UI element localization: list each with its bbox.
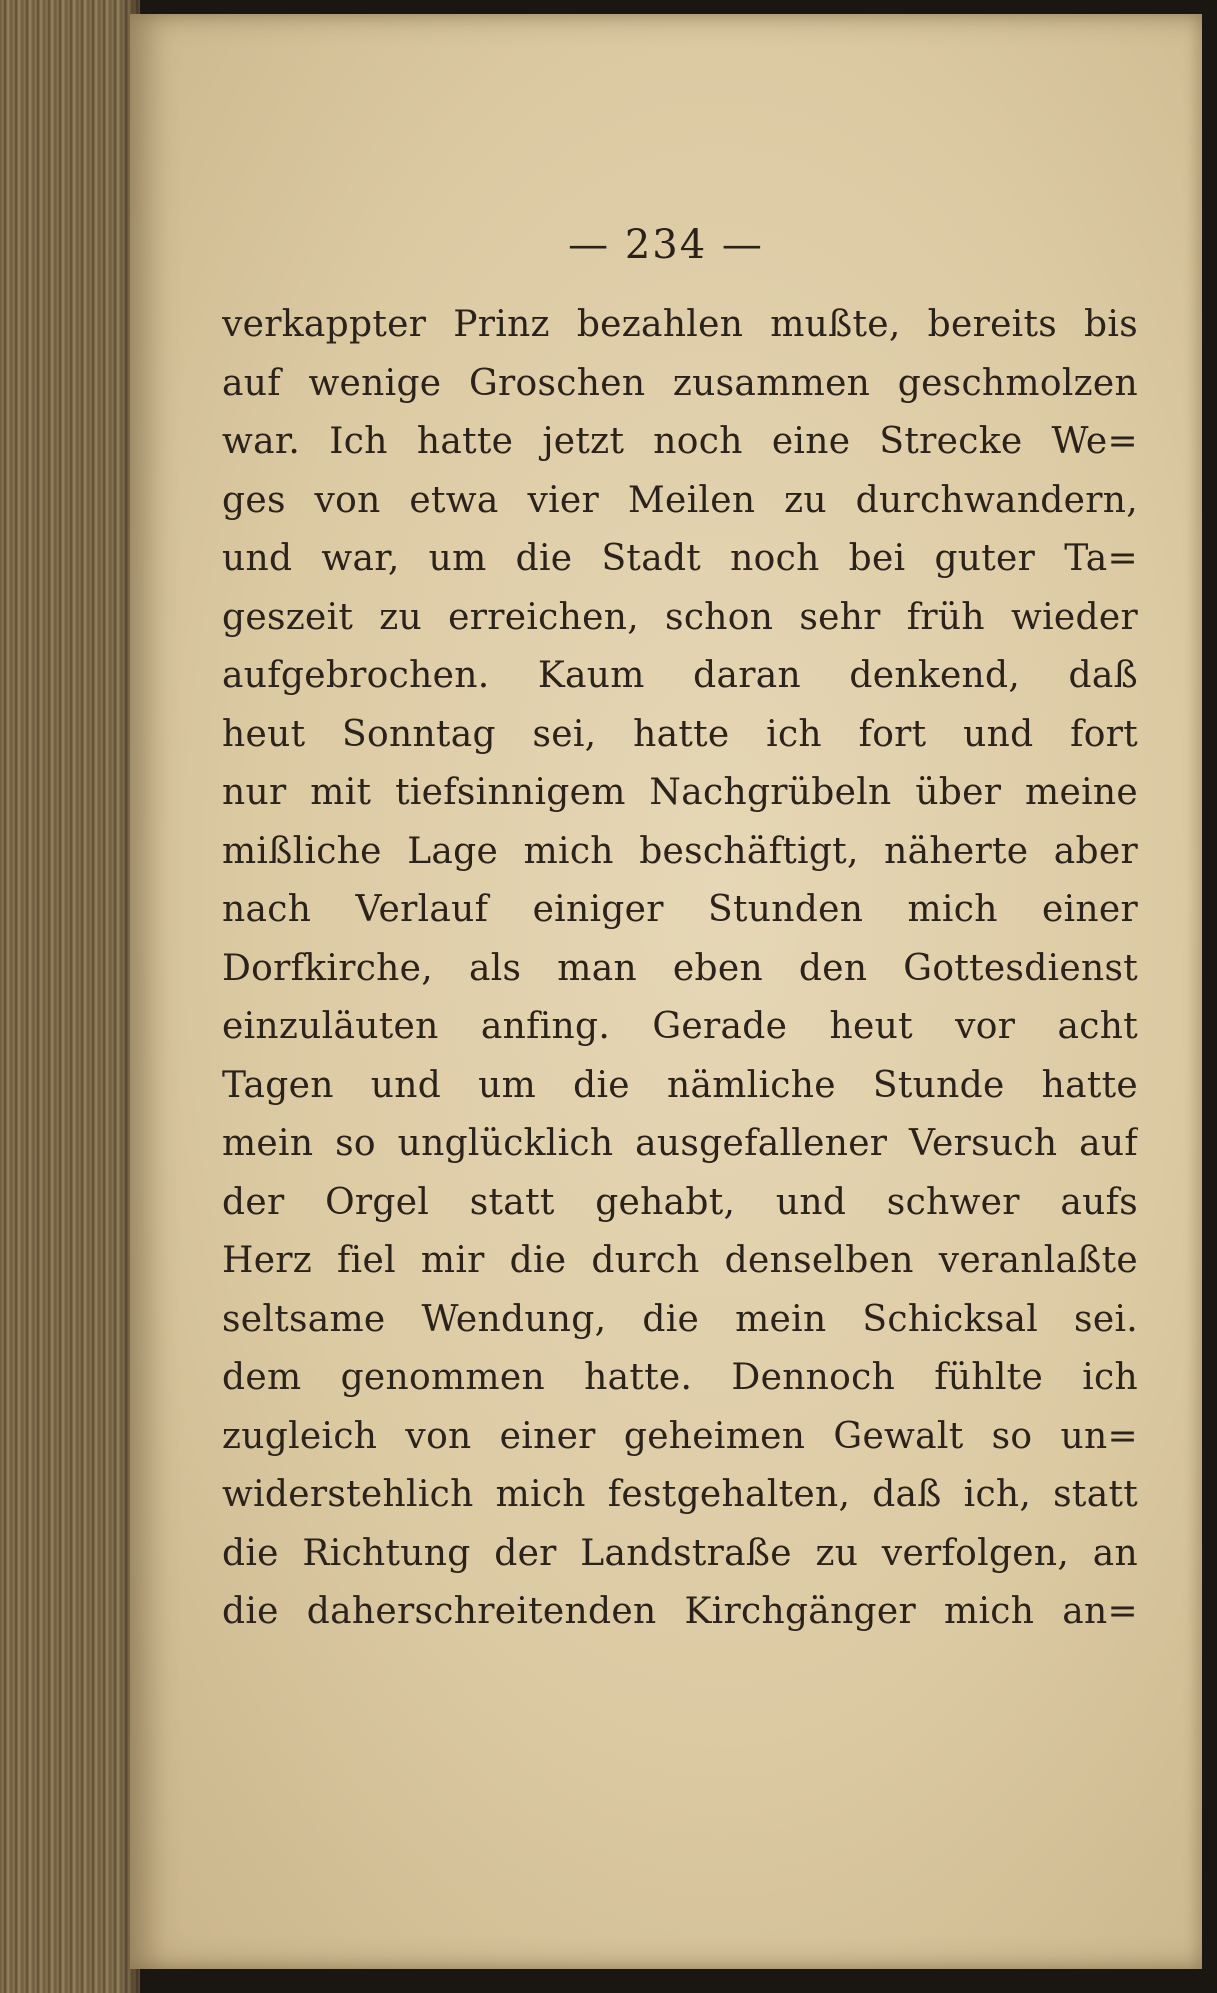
text-line: Tagen und um die nämliche Stunde hatte bbox=[222, 1064, 1138, 1106]
text-line: dem genommen hatte. Dennoch fühlte ich bbox=[222, 1357, 1138, 1398]
text-line: mein so unglücklich ausgefallener Versuch auf bbox=[222, 1123, 1138, 1164]
text-line: verkappter Prinz bezahlen mußte, bereits bis bbox=[222, 304, 1138, 345]
text-line: der Orgel statt gehabt, und schwer aufs bbox=[222, 1181, 1138, 1223]
text-line: auf wenige Groschen zusammen geschmolzen bbox=[222, 362, 1138, 404]
text-line: und war, um die Stadt noch bei guter Ta= bbox=[222, 538, 1138, 579]
text-line: seltsame Wendung, die mein Schicksal sei. bbox=[222, 1298, 1138, 1340]
text-line: nach Verlauf einiger Stunden mich einer bbox=[222, 889, 1138, 930]
page-number: — 234 — bbox=[568, 222, 764, 268]
text-line: mißliche Lage mich beschäftigt, näherte aber bbox=[222, 830, 1138, 872]
text-line: zugleich von einer geheimen Gewalt so un= bbox=[222, 1415, 1138, 1457]
book-page-edges bbox=[0, 0, 140, 1993]
text-line: heut Sonntag sei, hatte ich fort und fort bbox=[222, 713, 1138, 755]
text-line: einzuläuten anfing. Gerade heut vor acht bbox=[222, 1006, 1138, 1047]
text-line: geszeit zu erreichen, schon sehr früh wieder bbox=[222, 596, 1138, 638]
text-line: widerstehlich mich festgehalten, daß ich, statt bbox=[222, 1474, 1138, 1515]
text-line: Dorfkirche, als man eben den Gottesdienst bbox=[222, 947, 1138, 989]
body-text bbox=[222, 296, 1138, 1642]
text-line: die Richtung der Landstraße zu verfolgen, an bbox=[222, 1532, 1138, 1574]
text-line: die daherschreitenden Kirchgänger mich an= bbox=[222, 1591, 1138, 1632]
text-line: war. Ich hatte jetzt noch eine Strecke We= bbox=[222, 421, 1138, 462]
text-line: ges von etwa vier Meilen zu durchwandern, bbox=[222, 479, 1138, 521]
text-line: nur mit tiefsinnigem Nachgrübeln über meine bbox=[222, 772, 1138, 813]
text-line: aufgebrochen. Kaum daran denkend, daß bbox=[222, 655, 1138, 696]
text-line: Herz fiel mir die durch denselben veranlaßte bbox=[222, 1240, 1138, 1281]
